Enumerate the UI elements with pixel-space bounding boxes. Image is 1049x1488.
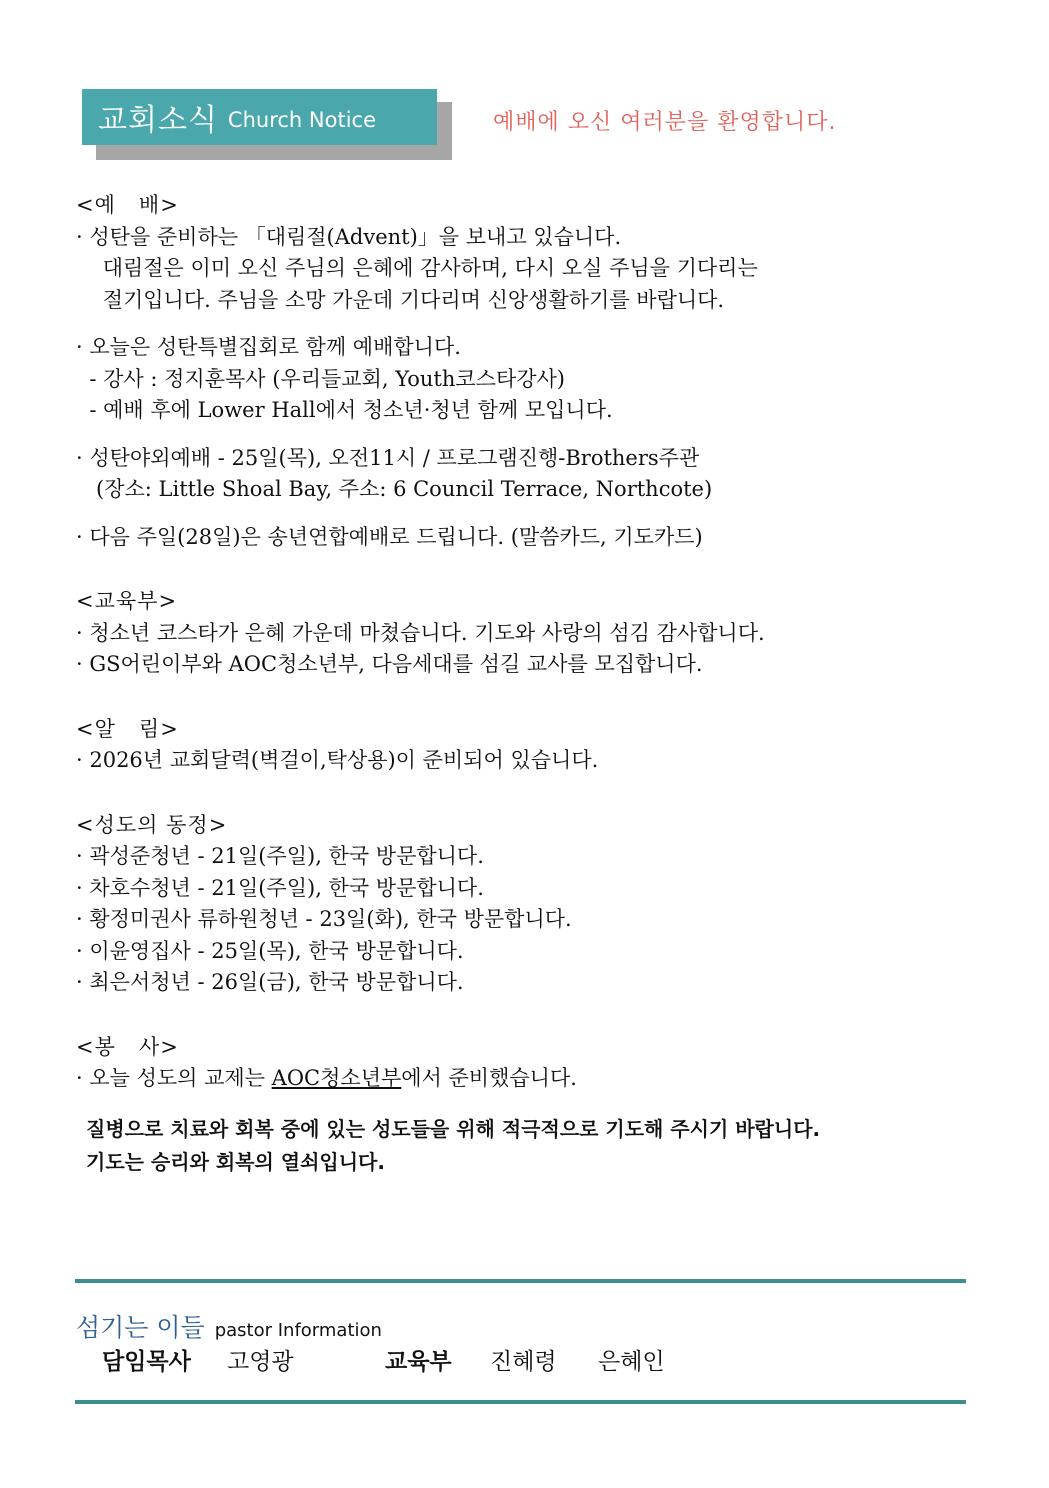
worship-line: - 강사 : 정지훈목사 (우리들교회, Youth코스타강사) — [76, 366, 565, 391]
senior-pastor-name: 고영광 — [227, 1349, 294, 1375]
education-label: 교육부 — [385, 1349, 452, 1375]
header-title-ko: 교회소식 — [98, 103, 218, 138]
servants-heading — [76, 1308, 382, 1344]
servants-title: 섬기는 이들 — [76, 1313, 205, 1342]
prayer-notice — [86, 1113, 976, 1179]
education-staff-wrap — [490, 1343, 557, 1376]
worship-line: · 다음 주일(28일)은 송년연합예배로 드립니다. (말씀카드, 기도카드) — [76, 524, 703, 549]
education-staff-name: 은혜인 — [598, 1349, 665, 1375]
notice-line: · 2026년 교회달력(벽걸이,탁상용)이 준비되어 있습니다. — [76, 748, 599, 772]
section-title-members: <성도의 동정> — [76, 812, 228, 837]
worship-line: 대림절은 이미 오신 주님의 은혜에 감사하며, 다시 오실 주님을 기다리는 — [76, 256, 758, 280]
senior-pastor-label: 담임목사 — [102, 1349, 191, 1375]
worship-line: · 성탄야외예배 - 25일(목), 오전11시 / 프로그램진행-Brothers주관 — [76, 445, 700, 470]
members-line: · 이윤영집사 - 25일(목), 한국 방문합니다. — [76, 938, 464, 963]
members-line: · 곽성준청년 - 21일(주일), 한국 방문합니다. — [76, 844, 484, 868]
worship-line: · 오늘은 성탄특별집회로 함께 예배합니다. — [76, 335, 461, 359]
service-line-suffix: 에서 준비했습니다. — [401, 1066, 577, 1090]
education-staff-wrap — [598, 1343, 665, 1376]
education-role — [385, 1343, 452, 1376]
servants-subtitle: pastor Information — [214, 1320, 382, 1341]
education-line: · 청소년 코스타가 은혜 가운데 마쳤습니다. 기도와 사랑의 섬김 감사합니다. — [76, 620, 765, 645]
education-line: · GS어린이부와 AOC청소년부, 다음세대를 섬길 교사를 모집합니다. — [76, 652, 703, 676]
header-title-en: Church Notice — [227, 108, 376, 132]
education-staff-name: 진혜령 — [490, 1349, 557, 1375]
senior-pastor-role — [102, 1343, 191, 1376]
divider-top — [75, 1279, 966, 1283]
worship-line: (장소: Little Shoal Bay, 주소: 6 Council Terrace, Northcote) — [76, 477, 713, 501]
members-line: · 황정미권사 류하원청년 - 23일(화), 한국 방문합니다. — [76, 907, 572, 931]
notice-content — [76, 190, 976, 1179]
members-line: · 최은서청년 - 26일(금), 한국 방문합니다. — [76, 970, 464, 994]
service-line — [76, 1063, 976, 1095]
worship-line: 절기입니다. 주님을 소망 가운데 기다리며 신앙생활하기를 바랍니다. — [76, 287, 725, 312]
worship-line: · 성탄을 준비하는 「대림절(Advent)」을 보내고 있습니다. — [76, 224, 622, 249]
service-team-name: AOC청소년부 — [271, 1066, 402, 1090]
prayer-notice-line: 질병으로 치료와 회복 중에 있는 성도들을 위해 적극적으로 기도해 주시기 바랍니다. — [86, 1116, 821, 1141]
section-title-notice: <알 림> — [76, 716, 179, 741]
page-header — [82, 89, 437, 145]
section-title-worship: <예 배> — [76, 193, 179, 217]
section-title-service: <봉 사> — [76, 1034, 179, 1059]
divider-bottom — [75, 1400, 966, 1404]
section-title-education: <교육부> — [76, 589, 178, 613]
senior-pastor-name-wrap — [227, 1343, 294, 1376]
prayer-notice-line: 기도는 승리와 회복의 열쇠입니다. — [86, 1149, 385, 1174]
service-line-prefix: · 오늘 성도의 교제는 — [76, 1066, 272, 1090]
members-line: · 차호수청년 - 21일(주일), 한국 방문합니다. — [76, 875, 484, 900]
worship-line: - 예배 후에 Lower Hall에서 청소년·청년 함께 모입니다. — [76, 398, 613, 422]
welcome-message: 예배에 오신 여러분을 환영합니다. — [493, 110, 837, 135]
